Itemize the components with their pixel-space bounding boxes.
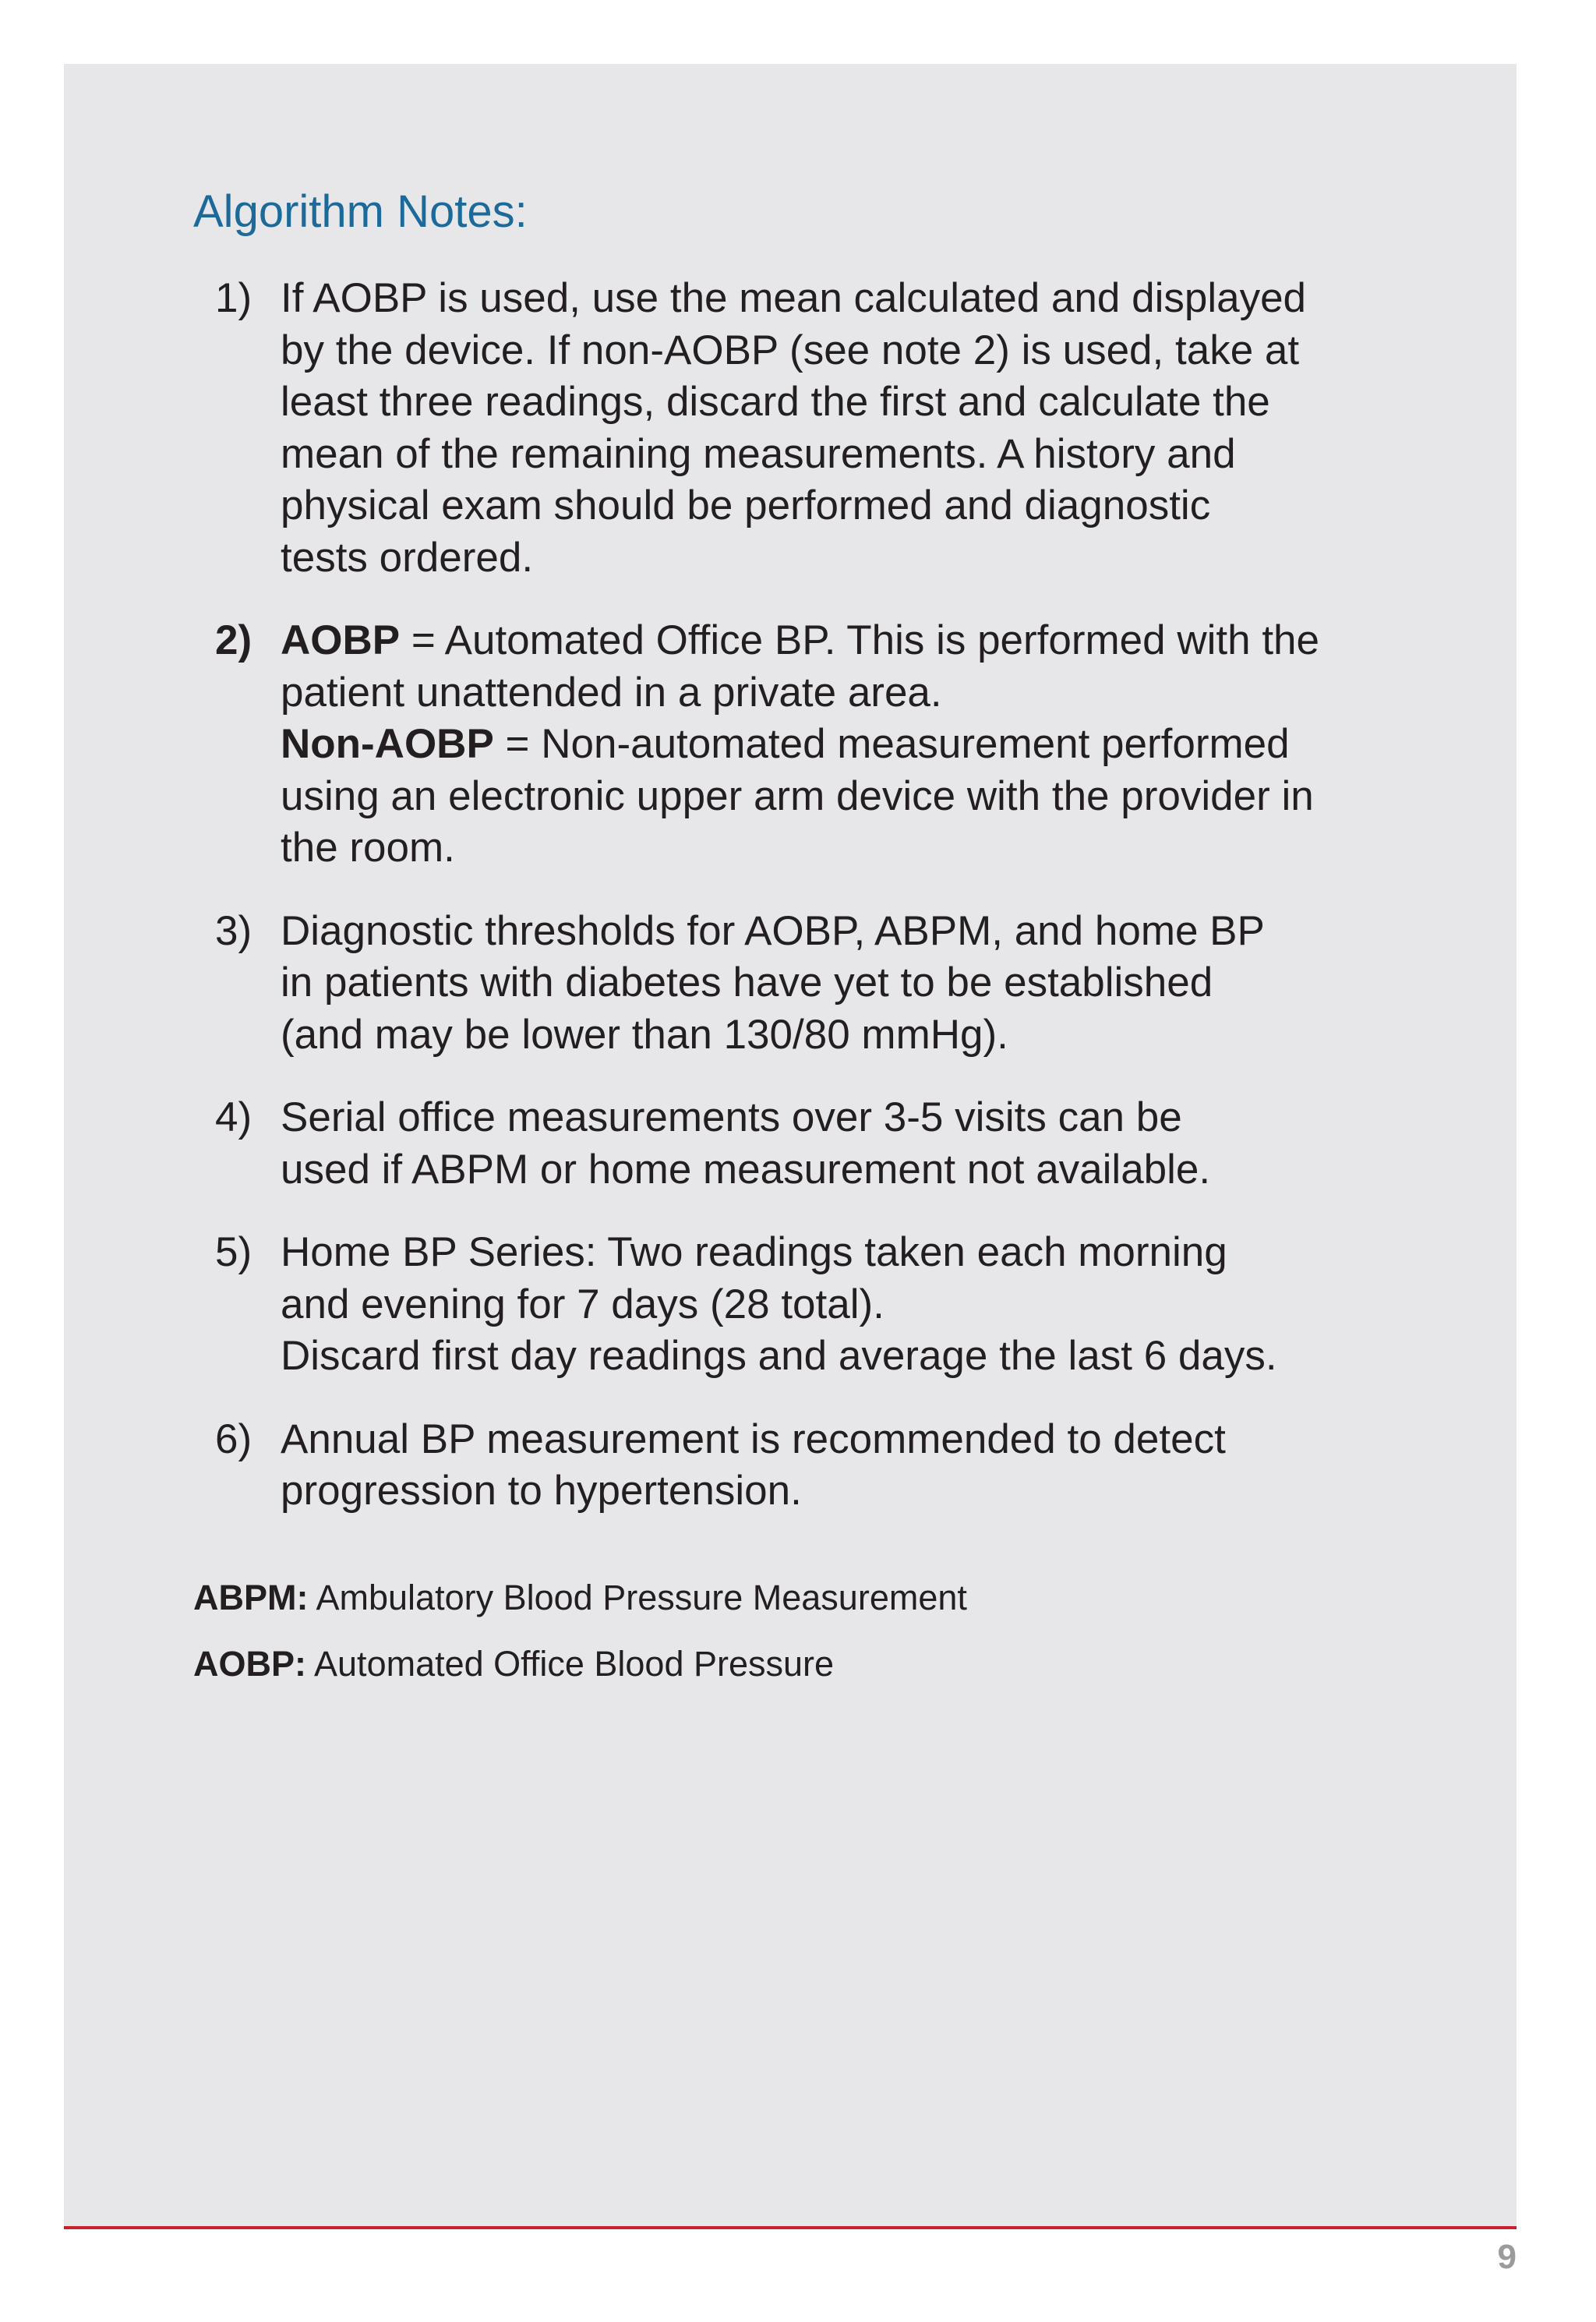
- note-2: [193, 615, 1393, 875]
- note-line: [281, 615, 1393, 667]
- definition-abpm: [193, 1576, 967, 1620]
- note-line: the room.: [281, 825, 455, 871]
- note-3: [193, 906, 1393, 1062]
- definition-term: AOBP:: [193, 1644, 306, 1684]
- definition-text: Automated Office Blood Pressure: [306, 1644, 835, 1684]
- note-number: 3): [215, 907, 252, 954]
- footer-divider: [64, 2226, 1517, 2229]
- term-aobp: AOBP: [281, 617, 401, 663]
- note-number: 2): [215, 617, 252, 663]
- note-line: tests ordered.: [281, 534, 534, 581]
- note-line: mean of the remaining measurements. A history and: [281, 430, 1236, 477]
- note-line: used if ABPM or home measurement not available.: [281, 1146, 1211, 1193]
- note-line: physical exam should be performed and diagnostic: [281, 482, 1211, 528]
- page-title: Algorithm Notes:: [193, 186, 528, 237]
- abbreviation-definitions: [193, 1576, 967, 1709]
- note-1: [193, 273, 1393, 584]
- note-line: Discard first day readings and average the last 6 days.: [281, 1333, 1277, 1379]
- note-line: Home BP Series: Two readings taken each morning: [281, 1229, 1227, 1275]
- note-text: = Non-automated measurement performed: [493, 721, 1290, 767]
- definition-aobp: [193, 1642, 967, 1686]
- note-line: Diagnostic thresholds for AOBP, ABPM, and home BP: [281, 907, 1265, 954]
- note-line: progression to hypertension.: [281, 1468, 802, 1514]
- note-number: 6): [215, 1415, 252, 1462]
- note-line: If AOBP is used, use the mean calculated and displayed: [281, 275, 1307, 321]
- note-4: [193, 1092, 1393, 1196]
- note-line: patient unattended in a private area.: [281, 669, 942, 716]
- definition-text: Ambulatory Blood Pressure Measurement: [308, 1578, 967, 1617]
- note-line: (and may be lower than 130/80 mmHg).: [281, 1011, 1008, 1058]
- term-non-aobp: Non-AOBP: [281, 721, 494, 767]
- note-line: Serial office measurements over 3-5 visits can be: [281, 1094, 1182, 1140]
- note-5: [193, 1227, 1393, 1383]
- note-number: 4): [215, 1094, 252, 1140]
- note-number: 1): [215, 275, 252, 321]
- note-line: and evening for 7 days (28 total).: [281, 1281, 885, 1327]
- note-line: [281, 719, 1393, 771]
- note-line: by the device. If non-AOBP (see note 2) is used, take at: [281, 327, 1300, 373]
- note-line: least three readings, discard the first and calculate the: [281, 379, 1270, 425]
- definition-term: ABPM:: [193, 1578, 309, 1617]
- page-number: 9: [1497, 2238, 1517, 2276]
- note-number: 5): [215, 1229, 252, 1275]
- note-line: Annual BP measurement is recommended to detect: [281, 1415, 1226, 1462]
- note-text: = Automated Office BP. This is performed with the: [400, 617, 1320, 663]
- notes-list: [193, 273, 1393, 1549]
- note-line: using an electronic upper arm device with the provider in: [281, 772, 1314, 819]
- note-6: [193, 1414, 1393, 1518]
- note-line: in patients with diabetes have yet to be established: [281, 960, 1213, 1005]
